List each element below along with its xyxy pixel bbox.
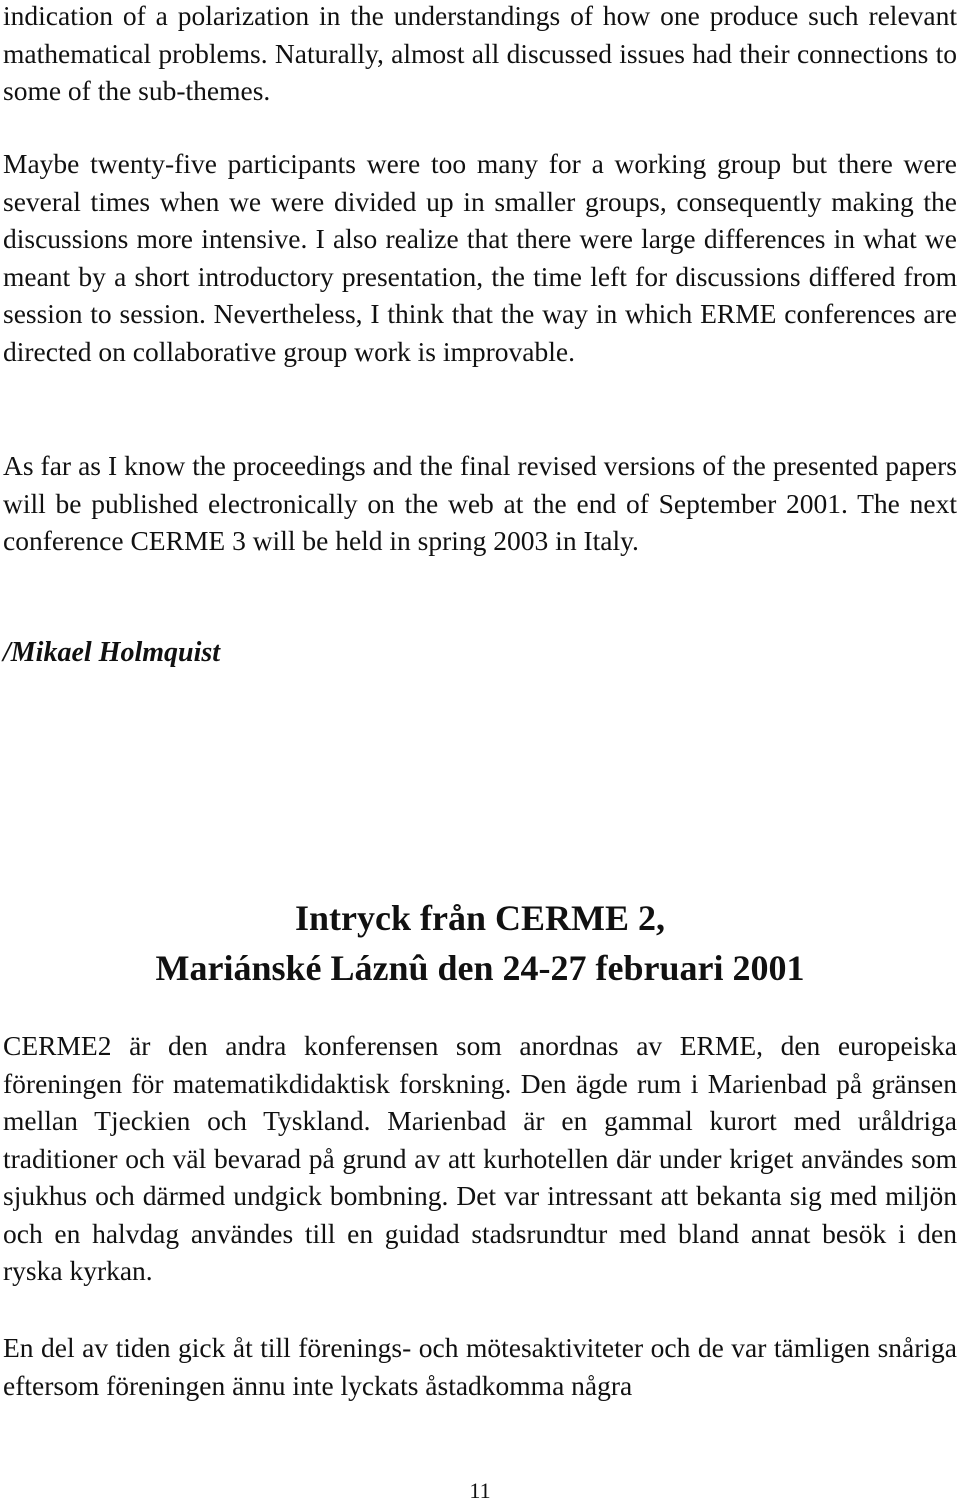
author-signature: /Mikael Holmquist xyxy=(3,637,221,668)
page-number: 11 xyxy=(469,1478,491,1503)
paragraph-cerme2-intro: CERME2 är den andra konferensen som anordnas av ERME, den europeiska föreningen för matematikdidaktisk forskning. Den ägde rum i Marienbad på gränsen mellan Tjeckien och Tyskland. Marienbad är en gammal kurort med uråldriga traditioner och väl bevarad på grund av att kurhotellen där under kriget användes som sjukhus och därmed undgick bombning. Det var intressant att bekanta sig med miljön och en halvdag användes till en guidad stadsrundtur med bland annat besök i den ryska kyrkan. xyxy=(3,1030,957,1286)
section-heading-line-2: Mariánské Láznû den 24-27 februari 2001 xyxy=(155,948,805,988)
paragraph-proceedings: As far as I know the proceedings and the final revised versions of the presented papers will be published electronically on the web at the end of September 2001. The next conference CERME 3 will be held in spring 2003 in Italy. xyxy=(3,450,957,556)
section-heading-line-1: Intryck från CERME 2, xyxy=(295,898,665,938)
paragraph-association-activities: En del av tiden gick åt till förenings- och mötesaktiviteter och de var tämligen snåriga eftersom föreningen ännu inte lyckats åstadkomma några xyxy=(3,1332,957,1401)
section-heading xyxy=(0,893,960,993)
paragraph-polarization: indication of a polarization in the understandings of how one produce such relevant mathematical problems. Naturally, almost all discussed issues had their connections to some of the sub-themes. xyxy=(3,0,957,106)
paragraph-working-group: Maybe twenty-five participants were too many for a working group but there were several times when we were divided up in smaller groups, consequently making the discussions more intensive. I also realize that there were large differences in what we meant by a short introductory presentation, the time left for discussions differed from session to session. Nevertheless, I think that the way in which ERME conferences are directed on collaborative group work is improvable. xyxy=(3,148,957,367)
